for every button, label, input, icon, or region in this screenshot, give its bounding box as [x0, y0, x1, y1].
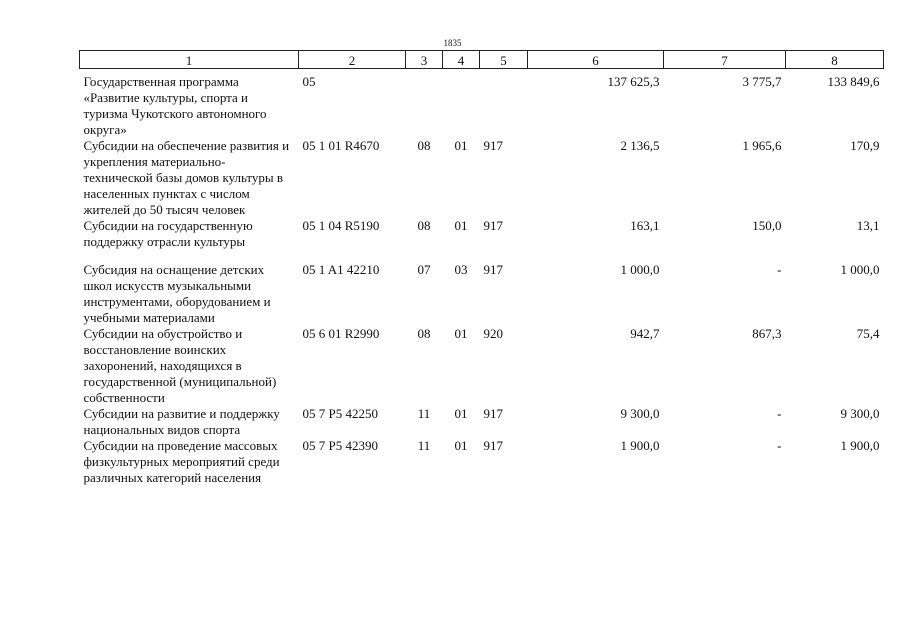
column-header-6: 6 — [528, 51, 664, 69]
row-col5: 917 — [483, 138, 503, 153]
table-row — [80, 438, 884, 486]
row-col7: - — [777, 406, 782, 421]
table-row — [80, 69, 884, 139]
table-row — [80, 326, 884, 406]
row-col4 — [443, 69, 480, 139]
row-col7: 1 965,6 — [742, 138, 782, 153]
row-col5: 917 — [483, 262, 503, 277]
row-code: 05 1 A1 42210 — [302, 262, 380, 277]
row-code: 05 — [302, 74, 316, 89]
row-col4: 01 — [454, 326, 468, 341]
row-col6: 942,7 — [630, 326, 660, 341]
row-col5: 917 — [483, 406, 503, 421]
page-number: 1835 — [443, 38, 462, 48]
row-col6: 9 300,0 — [620, 406, 660, 421]
budget-table — [79, 50, 884, 486]
row-col3: 08 — [417, 326, 431, 341]
column-header-3: 3 — [406, 51, 443, 69]
column-header-1: 1 — [80, 51, 299, 69]
row-col6: 1 000,0 — [620, 262, 660, 277]
row-code: 05 7 P5 42390 — [302, 438, 378, 453]
row-code: 05 7 P5 42250 — [302, 406, 378, 421]
column-header-8: 8 — [786, 51, 884, 69]
row-col3: 07 — [417, 262, 431, 277]
row-name: Субсидии на обеспечение развития и укрепления материально-технической базы домов культуры в населенных пунктах с числом жителей до 50 тысяч человек — [83, 138, 290, 217]
row-col7: - — [777, 438, 782, 453]
row-col6: 1 900,0 — [620, 438, 660, 453]
table-row — [80, 406, 884, 438]
row-col4: 01 — [454, 438, 468, 453]
column-header-7: 7 — [664, 51, 786, 69]
row-col3 — [406, 69, 443, 139]
row-col5: 917 — [483, 218, 503, 233]
row-col5: 917 — [483, 438, 503, 453]
column-header-4: 4 — [443, 51, 480, 69]
row-col3: 11 — [417, 438, 431, 453]
table-row — [80, 218, 884, 250]
row-col7: 3 775,7 — [742, 74, 782, 89]
row-col3: 11 — [417, 406, 431, 421]
row-col8: 1 000,0 — [840, 262, 880, 277]
row-col8: 9 300,0 — [840, 406, 880, 421]
table-header-row — [80, 51, 884, 69]
row-col4: 03 — [454, 262, 468, 277]
row-col8: 170,9 — [850, 138, 880, 153]
table-row — [80, 250, 884, 326]
row-col6: 163,1 — [630, 218, 660, 233]
row-name: Субсидии на развитие и поддержку национальных видов спорта — [83, 406, 280, 437]
row-col4: 01 — [454, 138, 468, 153]
row-col8: 75,4 — [856, 326, 880, 341]
row-code: 05 6 01 R2990 — [302, 326, 380, 341]
row-col3: 08 — [417, 218, 431, 233]
row-col7: 150,0 — [752, 218, 782, 233]
row-col5: 920 — [483, 326, 503, 341]
table-row — [80, 138, 884, 218]
row-col7: 867,3 — [752, 326, 782, 341]
row-col8: 1 900,0 — [840, 438, 880, 453]
row-col7: - — [777, 262, 782, 277]
row-name: Государственная программа «Развитие культуры, спорта и туризма Чукотского автономного округа» — [83, 74, 267, 137]
column-header-5: 5 — [480, 51, 528, 69]
row-name: Субсидии на проведение массовых физкультурных мероприятий среди различных категорий населения — [83, 438, 280, 485]
row-col8: 13,1 — [856, 218, 880, 233]
row-col6: 2 136,5 — [620, 138, 660, 153]
column-header-2: 2 — [299, 51, 406, 69]
row-col6: 137 625,3 — [607, 74, 660, 89]
row-col3: 08 — [417, 138, 431, 153]
row-col5 — [480, 69, 528, 139]
row-col8: 133 849,6 — [827, 74, 880, 89]
row-name: Субсидии на государственную поддержку отрасли культуры — [83, 218, 253, 249]
row-code: 05 1 04 R5190 — [302, 218, 380, 233]
row-col4: 01 — [454, 406, 468, 421]
row-name: Субсидия на оснащение детских школ искусств музыкальными инструментами, оборудованием и учебными материалами — [83, 262, 271, 325]
row-name: Субсидии на обустройство и восстановление воинских захоронений, находящихся в государственной (муниципальной) собственности — [83, 326, 277, 405]
row-col4: 01 — [454, 218, 468, 233]
row-code: 05 1 01 R4670 — [302, 138, 380, 153]
